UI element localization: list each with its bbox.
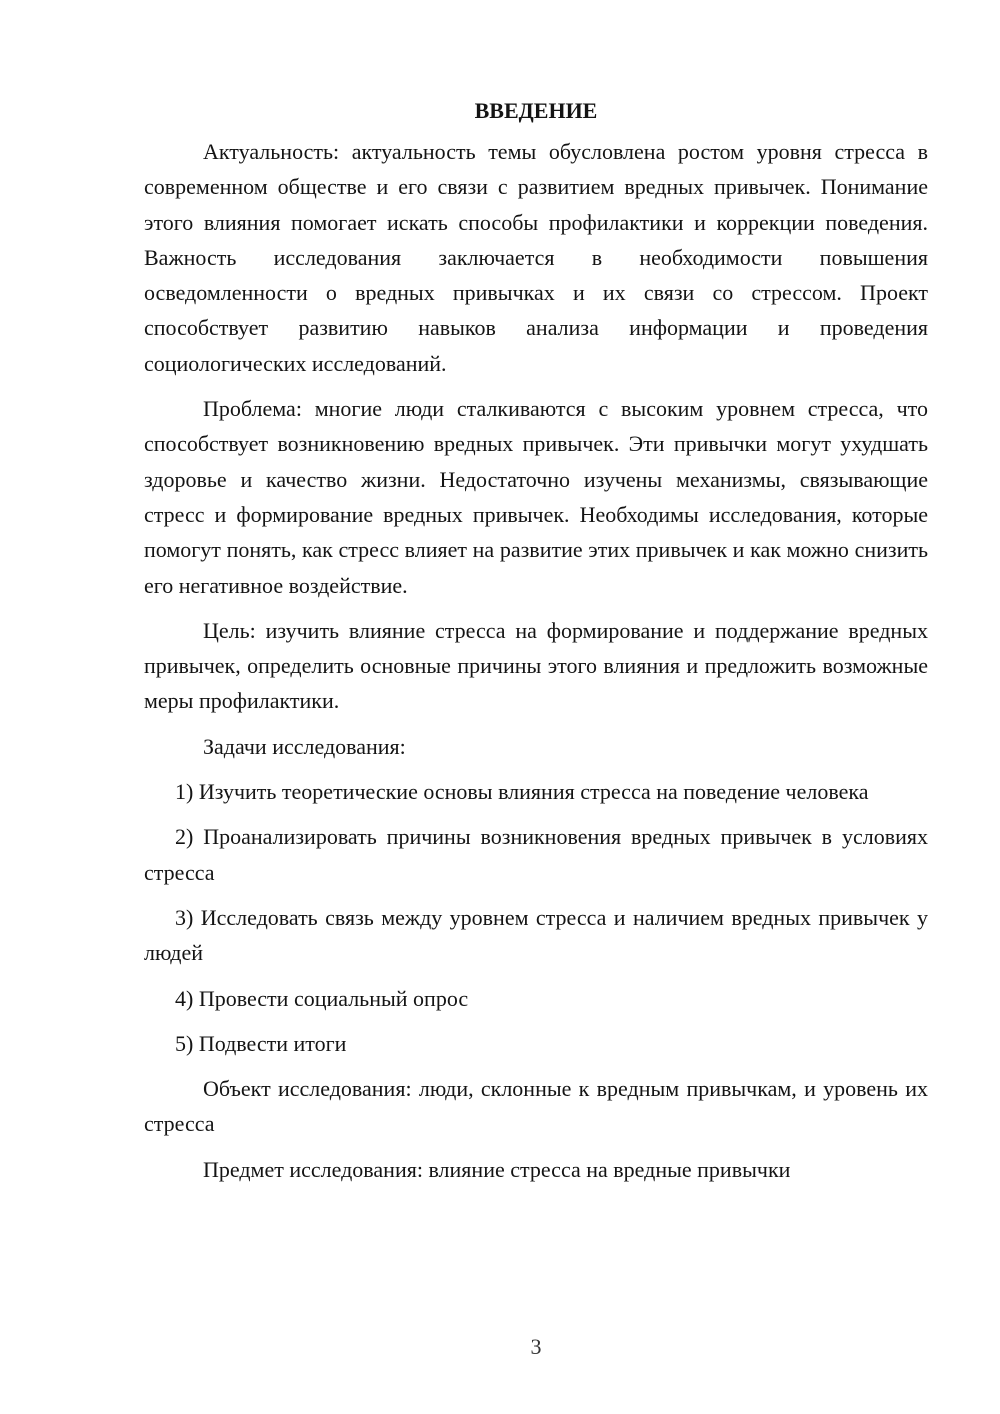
paragraph-goal: Цель: изучить влияние стресса на формирование и поддержание вредных привычек, определить основные причины этого влияния и предложить возможные меры профилактики. xyxy=(144,617,928,714)
task-item-3: 3) Исследовать связь между уровнем стресса и наличием вредных привычек у людей xyxy=(144,904,928,966)
task-item-2: 2) Проанализировать причины возникновения вредных привычек в условиях стресса xyxy=(144,824,928,885)
page-number: 3 xyxy=(530,1334,542,1359)
document-body xyxy=(144,96,928,1197)
task-item-4: 4) Провести социальный опрос xyxy=(175,985,469,1011)
tasks-heading: Задачи исследования: xyxy=(203,733,406,759)
task-item-5: 5) Подвести итоги xyxy=(175,1030,347,1056)
paragraph-object: Объект исследования: люди, склонные к вредным привычкам, и уровень их стресса xyxy=(144,1076,928,1137)
paragraph-relevance: Актуальность: актуальность темы обусловлена ростом уровня стресса в современном обществе и его связи с развитием вредных привычек. Понимание этого влияния помогает искать способы профилактики и коррекции поведения. Важность исследования заключается в необходимости повышения осведомленности о вредных привычках и их связи со стрессом. Проект способствует развитию навыков анализа информации и проведения социологических исследований. xyxy=(144,139,928,376)
section-heading: ВВЕДЕНИЕ xyxy=(474,98,598,123)
task-item-1: 1) Изучить теоретические основы влияния стресса на поведение человека xyxy=(175,779,869,805)
paragraph-problem: Проблема: многие люди сталкиваются с высоким уровнем стресса, что способствует возникновению вредных привычек. Эти привычки могут ухудшать здоровье и качество жизни. Недостаточно изучены механизмы, связывающие стресс и формирование вредных привычек. Необходимы исследования, которые помогут понять, как стресс влияет на развитие этих привычек и как можно снизить его негативное воздействие. xyxy=(144,396,928,598)
paragraph-subject: Предмет исследования: влияние стресса на вредные привычки xyxy=(203,1156,791,1182)
